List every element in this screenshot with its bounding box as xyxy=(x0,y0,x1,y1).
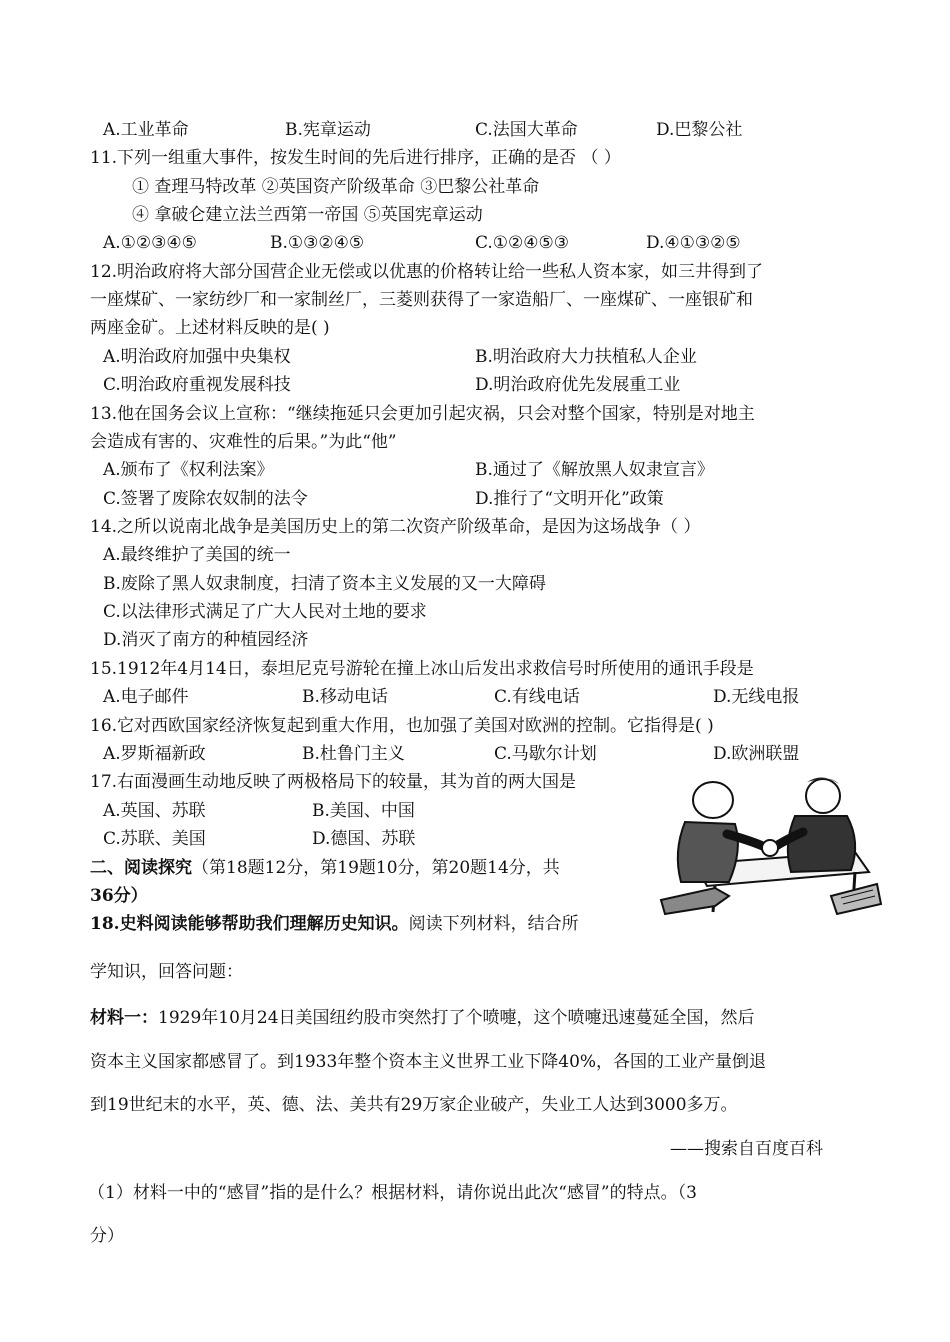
q17-option-c: C.苏联、美国 xyxy=(103,829,206,849)
q12-line-3: 两座金矿。上述材料反映的是( ) xyxy=(90,318,330,338)
q15-option-c: C.有线电话 xyxy=(494,687,580,707)
q13-option-c: C.签署了废除农奴制的法令 xyxy=(103,489,308,509)
q16-option-c: C.马歇尔计划 xyxy=(494,744,597,764)
q13-option-a: A.颁布了《权利法案》 xyxy=(103,460,274,480)
q15-option-d: D.无线电报 xyxy=(713,687,800,707)
q18-line-2: 学知识，回答问题： xyxy=(90,962,243,982)
q14-option-d: D.消灭了南方的种植园经济 xyxy=(103,630,309,650)
cold-war-arm-wrestling-cartoon xyxy=(655,772,883,920)
q18-stem xyxy=(90,912,579,936)
q13-line-2: 会造成有害的、灾难性的后果。”为此“他” xyxy=(90,432,397,452)
q17-option-a: A.英国、苏联 xyxy=(103,801,206,821)
q12-option-a: A.明治政府加强中央集权 xyxy=(103,347,291,367)
q12-option-b: B.明治政府大力扶植私人企业 xyxy=(475,347,697,367)
q10-option-b: B.宪章运动 xyxy=(285,120,371,140)
q18-sub1-line-2: 分） xyxy=(90,1226,124,1246)
section2-heading xyxy=(90,856,560,880)
q12-option-d: D.明治政府优先发展重工业 xyxy=(475,375,681,395)
q10-option-c: C.法国大革命 xyxy=(475,120,578,140)
q11-stem: 11.下列一组重大事件，按发生时间的先后进行排序，正确的是否 （ ） xyxy=(90,148,621,168)
material-label: 材料一： xyxy=(90,1008,158,1028)
q11-option-c: C.①②④⑤③ xyxy=(475,233,570,253)
q10-option-d: D.巴黎公社 xyxy=(656,120,743,140)
q17-option-d: D.德国、苏联 xyxy=(312,829,416,849)
q14-stem: 14.之所以说南北战争是美国历史上的第二次资产阶级革命，是因为这场战争（ ） xyxy=(90,517,701,537)
q12-option-c: C.明治政府重视发展科技 xyxy=(103,375,291,395)
q15-stem: 15.1912年4月14日，泰坦尼克号游轮在撞上冰山后发出求救信号时所使用的通讯手段是 xyxy=(90,659,754,679)
q11-option-d: D.④①③②⑤ xyxy=(646,233,741,253)
q16-stem: 16.它对西欧国家经济恢复起到重大作用，也加强了美国对欧洲的控制。它指得是( ) xyxy=(90,716,714,736)
q17-stem: 17.右面漫画生动地反映了两极格局下的较量，其为首的两大国是 xyxy=(90,772,577,792)
q15-option-b: B.移动电话 xyxy=(302,687,388,707)
q14-option-b: B.废除了黑人奴隶制度，扫清了资本主义发展的又一大障碍 xyxy=(103,574,546,594)
q12-line-1: 12.明治政府将大部分国营企业无偿或以优惠的价格转让给一些私人资本家，如三井得到了 xyxy=(90,262,764,282)
material-text-1: 1929年10月24日美国纽约股市突然打了个喷嚏，这个喷嚏迅速蔓延全国，然后 xyxy=(158,1008,755,1028)
q17-option-b: B.美国、中国 xyxy=(312,801,415,821)
section2-title: 二、阅读探究 xyxy=(90,858,192,878)
q11-option-a: A.①②③④⑤ xyxy=(103,233,197,253)
q15-option-a: A.电子邮件 xyxy=(103,687,189,707)
q16-option-b: B.杜鲁门主义 xyxy=(302,744,405,764)
q14-option-c: C.以法律形式满足了广大人民对土地的要求 xyxy=(103,602,427,622)
section2-note: （第18题12分，第19题10分，第20题14分，共 xyxy=(192,858,560,878)
q14-option-a: A.最终维护了美国的统一 xyxy=(103,545,291,565)
q18-material-line-1 xyxy=(90,1006,755,1030)
q16-option-a: A.罗斯福新政 xyxy=(103,744,206,764)
q13-option-d: D.推行了“文明开化”政策 xyxy=(475,489,664,509)
q18-source: ——搜索自百度百科 xyxy=(670,1139,823,1159)
q18-stem-rest: 阅读下列材料，结合所 xyxy=(408,914,579,934)
section2-score: 36分） xyxy=(90,886,148,906)
q18-stem-bold: 18.史料阅读能够帮助我们理解历史知识。 xyxy=(90,914,409,934)
q18-sub1-line-1: （1）材料一中的“感冒”指的是什么？根据材料，请你说出此次“感冒”的特点。（3 xyxy=(88,1183,697,1203)
q11-items-2: ④ 拿破仑建立法兰西第一帝国 ⑤英国宪章运动 xyxy=(132,205,483,225)
q11-option-b: B.①③②④⑤ xyxy=(270,233,365,253)
q18-material-line-2: 资本主义国家都感冒了。到1933年整个资本主义世界工业下降40%，各国的工业产量倒退 xyxy=(90,1052,767,1072)
q10-option-a: A.工业革命 xyxy=(103,120,189,140)
q18-material-line-3: 到19世纪末的水平，英、德、法、美共有29万家企业破产，失业工人达到3000多万。 xyxy=(90,1095,738,1115)
q12-line-2: 一座煤矿、一家纺纱厂和一家制丝厂，三菱则获得了一家造船厂、一座煤矿、一座银矿和 xyxy=(90,290,753,310)
q13-line-1: 13.他在国务会议上宣称：“继续拖延只会更加引起灾祸，只会对整个国家，特别是对地主 xyxy=(90,404,755,424)
q16-option-d: D.欧洲联盟 xyxy=(713,744,800,764)
q11-items-1: ① 查理马特改革 ②英国资产阶级革命 ③巴黎公社革命 xyxy=(132,177,540,197)
q13-option-b: B.通过了《解放黑人奴隶宣言》 xyxy=(475,460,714,480)
